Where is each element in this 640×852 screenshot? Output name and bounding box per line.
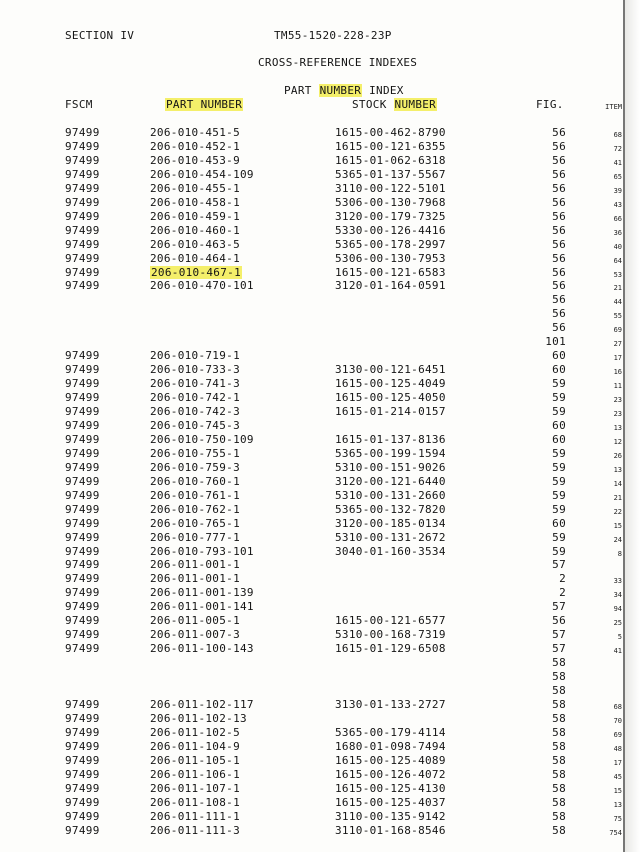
fig-cell: 58 [552,809,566,823]
fscm-cell: 97499 [65,251,100,265]
item-cell: 48 [613,744,622,753]
item-cell: 55 [613,312,622,321]
fig-cell: 58 [552,670,566,684]
table-row [0,713,640,726]
table-row [0,239,640,252]
item-cell: 11 [613,382,622,391]
fig-cell: 101 [545,335,566,349]
fig-cell: 56 [552,265,566,279]
stock-number-cell: 3120-00-179-7325 [335,209,446,223]
part-number-cell: 206-010-777-1 [150,530,240,544]
table-row [0,601,640,614]
item-cell: 23 [613,396,622,405]
fig-cell: 56 [552,181,566,195]
table-row [0,741,640,754]
table-row [0,685,640,698]
table-row [0,629,640,642]
table-row [0,448,640,461]
fscm-cell: 97499 [65,767,100,781]
part-number-cell: 206-010-454-109 [150,167,254,181]
stock-number-cell: 3130-01-133-2727 [335,697,446,711]
part-number-cell [150,267,242,279]
table-row [0,546,640,559]
fig-cell: 56 [552,293,566,307]
fig-cell: 56 [552,307,566,321]
item-cell: 13 [613,800,622,809]
item-cell: 21 [613,493,622,502]
table-row [0,364,640,377]
fscm-cell: 97499 [65,126,100,139]
item-cell: 17 [613,354,622,363]
item-cell: 16 [613,368,622,377]
fscm-cell: 97499 [65,167,100,181]
part-number-cell: 206-010-761-1 [150,488,240,502]
item-cell: 754 [609,828,622,837]
table-row [0,141,640,154]
part-number-cell: 206-010-733-3 [150,363,240,377]
item-cell: 8 [617,549,622,558]
fscm-cell: 97499 [65,711,100,725]
fscm-cell: 97499 [65,753,100,767]
item-cell: 33 [613,577,622,586]
fig-cell: 56 [552,153,566,167]
item-cell: 53 [613,270,622,279]
fscm-cell: 97499 [65,628,100,642]
stock-header-highlight: NUMBER [394,98,437,111]
fscm-cell: 97499 [65,418,100,432]
part-number-cell: 206-011-005-1 [150,614,240,628]
fig-cell: 56 [552,321,566,335]
page-title: CROSS-REFERENCE INDEXES [258,56,418,69]
part-number-cell: 206-010-452-1 [150,139,240,153]
fig-cell: 58 [552,697,566,711]
table-row [0,518,640,531]
item-cell: 69 [613,730,622,739]
fscm-cell: 97499 [65,823,100,837]
table-row [0,392,640,405]
fig-cell: 59 [552,460,566,474]
table-row [0,434,640,447]
highlighted-part-number: 206-010-467-1 [151,265,241,279]
table-row [0,294,640,307]
index-title-highlight: NUMBER [319,84,362,97]
fig-cell: 59 [552,446,566,460]
fig-cell: 56 [552,139,566,153]
index-title-suffix: INDEX [362,84,404,97]
part-number-cell: 206-010-451-5 [150,126,240,139]
part-number-cell: 206-010-759-3 [150,460,240,474]
fig-cell: 58 [552,739,566,753]
part-number-cell: 206-010-458-1 [150,195,240,209]
item-cell: 94 [613,605,622,614]
fscm-cell: 97499 [65,809,100,823]
item-cell: 69 [613,326,622,335]
fscm-cell: 97499 [65,223,100,237]
part-number-cell: 206-010-742-3 [150,405,240,418]
table-row [0,476,640,489]
item-cell: 75 [613,814,622,823]
item-cell: 68 [613,131,622,139]
part-number-cell: 206-010-755-1 [150,446,240,460]
fig-cell: 56 [552,279,566,293]
fig-cell: 57 [552,600,566,614]
part-number-cell: 206-011-111-1 [150,809,240,823]
part-number-header-highlight: PART NUMBER [166,98,243,111]
stock-number-cell: 1615-00-125-4130 [335,781,446,795]
fig-cell: 56 [552,251,566,265]
part-number-cell: 206-011-001-139 [150,586,254,600]
item-cell: 13 [613,465,622,474]
stock-number-cell: 5310-00-151-9026 [335,460,446,474]
fig-cell: 57 [552,642,566,656]
fscm-cell: 97499 [65,460,100,474]
fscm-cell: 97499 [65,446,100,460]
stock-number-cell: 1615-00-125-4050 [335,391,446,405]
fscm-cell: 97499 [65,697,100,711]
stock-number-cell: 1615-00-121-6583 [335,265,446,279]
item-cell: 25 [613,619,622,628]
column-header-stock-number [352,99,437,111]
stock-number-cell: 1615-00-125-4089 [335,753,446,767]
stock-number-cell: 1615-01-137-8136 [335,432,446,446]
table-row [0,308,640,321]
part-number-cell: 206-010-742-1 [150,391,240,405]
fscm-cell: 97499 [65,153,100,167]
item-cell: 44 [613,298,622,307]
manual-number: TM55-1520-228-23P [274,29,392,42]
part-number-cell: 206-010-463-5 [150,237,240,251]
stock-number-cell: 1680-01-098-7494 [335,739,446,753]
part-number-cell: 206-011-001-1 [150,558,240,572]
fscm-cell: 97499 [65,363,100,377]
fscm-cell: 97499 [65,586,100,600]
item-cell: 41 [613,647,622,656]
fscm-cell: 97499 [65,349,100,363]
item-cell: 26 [613,451,622,460]
fscm-cell: 97499 [65,209,100,223]
fscm-cell: 97499 [65,544,100,558]
item-cell: 5 [617,633,622,642]
table-row [0,783,640,796]
item-cell: 23 [613,410,622,418]
stock-number-cell: 3110-01-168-8546 [335,823,446,837]
item-cell: 13 [613,423,622,432]
part-number-cell: 206-011-106-1 [150,767,240,781]
fig-cell: 58 [552,711,566,725]
table-row [0,267,640,280]
item-cell: 24 [613,535,622,544]
part-number-cell: 206-011-007-3 [150,628,240,642]
section-label: SECTION IV [65,29,135,42]
fig-cell: 58 [552,753,566,767]
stock-number-cell: 3110-00-122-5101 [335,181,446,195]
part-number-cell: 206-011-108-1 [150,795,240,809]
part-number-cell: 206-011-111-3 [150,823,240,837]
item-cell: 39 [613,186,622,195]
fscm-cell: 97499 [65,725,100,739]
stock-number-cell: 1615-00-462-8790 [335,126,446,139]
item-cell: 27 [613,340,622,349]
stock-number-cell: 3040-01-160-3534 [335,544,446,558]
item-cell: 36 [613,228,622,237]
fig-cell: 57 [552,558,566,572]
table-row [0,420,640,433]
table-row [0,811,640,824]
fig-cell: 58 [552,795,566,809]
fig-cell: 56 [552,223,566,237]
table-row [0,671,640,684]
fscm-cell: 97499 [65,558,100,572]
table-row [0,336,640,349]
table-row [0,825,640,838]
fscm-cell: 97499 [65,488,100,502]
item-cell: 15 [613,521,622,530]
fig-cell: 58 [552,725,566,739]
fscm-cell: 97499 [65,795,100,809]
stock-number-cell: 5306-00-130-7953 [335,251,446,265]
table-row [0,322,640,335]
fig-cell: 58 [552,767,566,781]
part-number-cell: 206-011-102-117 [150,697,254,711]
table-row [0,657,640,670]
fscm-cell: 97499 [65,516,100,530]
fig-cell: 59 [552,530,566,544]
fig-cell: 58 [552,684,566,697]
part-number-cell: 206-010-455-1 [150,181,240,195]
fig-cell: 56 [552,195,566,209]
fscm-cell: 97499 [65,502,100,516]
stock-number-cell: 1615-00-126-4072 [335,767,446,781]
table-row [0,573,640,586]
item-cell: 45 [613,772,622,781]
fscm-cell: 97499 [65,600,100,614]
table-row [0,490,640,503]
table-row [0,504,640,517]
stock-number-cell: 5365-01-137-5567 [335,167,446,181]
fscm-cell: 97499 [65,642,100,656]
fscm-cell: 97499 [65,432,100,446]
part-number-cell: 206-010-793-101 [150,544,254,558]
stock-header-prefix: STOCK [352,98,394,111]
fig-cell: 59 [552,502,566,516]
fig-cell: 58 [552,656,566,670]
stock-number-cell: 1615-00-125-4037 [335,795,446,809]
item-cell: 68 [613,702,622,711]
item-cell: 15 [613,786,622,795]
fig-cell: 57 [552,628,566,642]
fscm-cell: 97499 [65,781,100,795]
index-title [284,85,404,97]
item-cell: 43 [613,200,622,209]
part-number-cell: 206-010-453-9 [150,153,240,167]
fscm-cell: 97499 [65,391,100,405]
item-cell: 64 [613,256,622,265]
fig-cell: 56 [552,614,566,628]
fig-cell: 60 [552,363,566,377]
item-cell: 17 [613,758,622,767]
fig-cell: 59 [552,474,566,488]
column-header-fig: FIG. [536,98,564,111]
fig-cell: 60 [552,516,566,530]
stock-number-cell: 3120-00-121-6440 [335,474,446,488]
table-row [0,615,640,628]
item-cell: 66 [613,214,622,223]
fig-cell: 56 [552,237,566,251]
table-row [0,406,640,419]
table-row [0,643,640,656]
fig-cell: 2 [559,586,566,600]
part-number-cell: 206-010-762-1 [150,502,240,516]
stock-number-cell: 1615-00-125-4049 [335,377,446,391]
item-cell: 65 [613,172,622,181]
fscm-cell: 97499 [65,195,100,209]
table-row [0,127,640,140]
part-number-cell: 206-010-741-3 [150,377,240,391]
part-number-cell: 206-010-745-3 [150,418,240,432]
item-cell: 22 [613,507,622,516]
fig-cell: 59 [552,391,566,405]
part-number-cell: 206-011-100-143 [150,642,254,656]
part-number-cell: 206-010-765-1 [150,516,240,530]
part-number-cell: 206-010-464-1 [150,251,240,265]
fscm-cell: 97499 [65,530,100,544]
part-number-cell: 206-011-104-9 [150,739,240,753]
item-cell: 70 [613,716,622,725]
stock-number-cell: 3120-01-164-0591 [335,279,446,293]
fig-cell: 59 [552,544,566,558]
fscm-cell: 97499 [65,139,100,153]
fig-cell: 56 [552,209,566,223]
fscm-cell: 97499 [65,377,100,391]
item-cell: 72 [613,144,622,153]
item-cell: 14 [613,479,622,488]
fscm-cell: 97499 [65,572,100,586]
fscm-cell: 97499 [65,474,100,488]
fig-cell: 56 [552,167,566,181]
fig-cell: 58 [552,823,566,837]
stock-number-cell: 5310-00-131-2660 [335,488,446,502]
fscm-cell: 97499 [65,237,100,251]
fig-cell: 56 [552,126,566,139]
table-row [0,211,640,224]
item-cell: 34 [613,591,622,600]
fscm-cell: 97499 [65,265,100,279]
part-number-cell: 206-011-105-1 [150,753,240,767]
part-number-cell: 206-011-107-1 [150,781,240,795]
fig-cell: 58 [552,781,566,795]
fscm-cell: 97499 [65,279,100,293]
fscm-cell: 97499 [65,614,100,628]
stock-number-cell: 1615-01-129-6508 [335,642,446,656]
item-cell: 21 [613,284,622,293]
part-number-cell: 206-010-750-109 [150,432,254,446]
table-row [0,225,640,238]
fig-cell: 59 [552,405,566,418]
table-row [0,155,640,168]
stock-number-cell: 1615-00-121-6355 [335,139,446,153]
item-cell: 40 [613,242,622,251]
table-row [0,350,640,363]
part-number-cell: 206-010-760-1 [150,474,240,488]
stock-number-cell: 3110-00-135-9142 [335,809,446,823]
stock-number-cell: 5365-00-179-4114 [335,725,446,739]
fig-cell: 60 [552,432,566,446]
fig-cell: 59 [552,377,566,391]
stock-number-cell: 5330-00-126-4416 [335,223,446,237]
table-row [0,587,640,600]
stock-number-cell: 5365-00-132-7820 [335,502,446,516]
table-row [0,797,640,810]
stock-number-cell: 1615-01-214-0157 [335,405,446,418]
column-header-fscm: FSCM [65,98,93,111]
item-cell: 12 [613,437,622,446]
table-row [0,462,640,475]
part-number-cell: 206-010-460-1 [150,223,240,237]
stock-number-cell: 3130-00-121-6451 [335,363,446,377]
column-header-item: ITEM [605,103,622,111]
fscm-cell: 97499 [65,405,100,418]
table-row [0,280,640,293]
fig-cell: 59 [552,488,566,502]
fig-cell: 60 [552,418,566,432]
fscm-cell: 97499 [65,739,100,753]
table-row [0,532,640,545]
stock-number-cell: 5306-00-130-7968 [335,195,446,209]
part-number-cell: 206-010-470-101 [150,279,254,293]
fig-cell: 60 [552,349,566,363]
table-row [0,769,640,782]
column-header-part-number [165,99,243,111]
table-row [0,559,640,572]
stock-number-cell: 5365-00-199-1594 [335,446,446,460]
table-row [0,378,640,391]
table-row [0,169,640,182]
table-row [0,755,640,768]
part-number-cell: 206-011-102-13 [150,711,247,725]
index-title-prefix: PART [284,84,319,97]
stock-number-cell: 5310-00-168-7319 [335,628,446,642]
part-number-cell: 206-010-719-1 [150,349,240,363]
stock-number-cell: 3120-00-185-0134 [335,516,446,530]
stock-number-cell: 5310-00-131-2672 [335,530,446,544]
stock-number-cell: 5365-00-178-2997 [335,237,446,251]
table-row [0,699,640,712]
part-number-cell: 206-011-102-5 [150,725,240,739]
fig-cell: 2 [559,572,566,586]
item-cell: 41 [613,158,622,167]
table-row [0,253,640,266]
table-row [0,727,640,740]
stock-number-cell: 1615-00-121-6577 [335,614,446,628]
stock-number-cell: 1615-01-062-6318 [335,153,446,167]
part-number-cell: 206-010-459-1 [150,209,240,223]
table-row [0,197,640,210]
part-number-cell: 206-011-001-141 [150,600,254,614]
part-number-cell: 206-011-001-1 [150,572,240,586]
fscm-cell: 97499 [65,181,100,195]
table-row [0,183,640,196]
